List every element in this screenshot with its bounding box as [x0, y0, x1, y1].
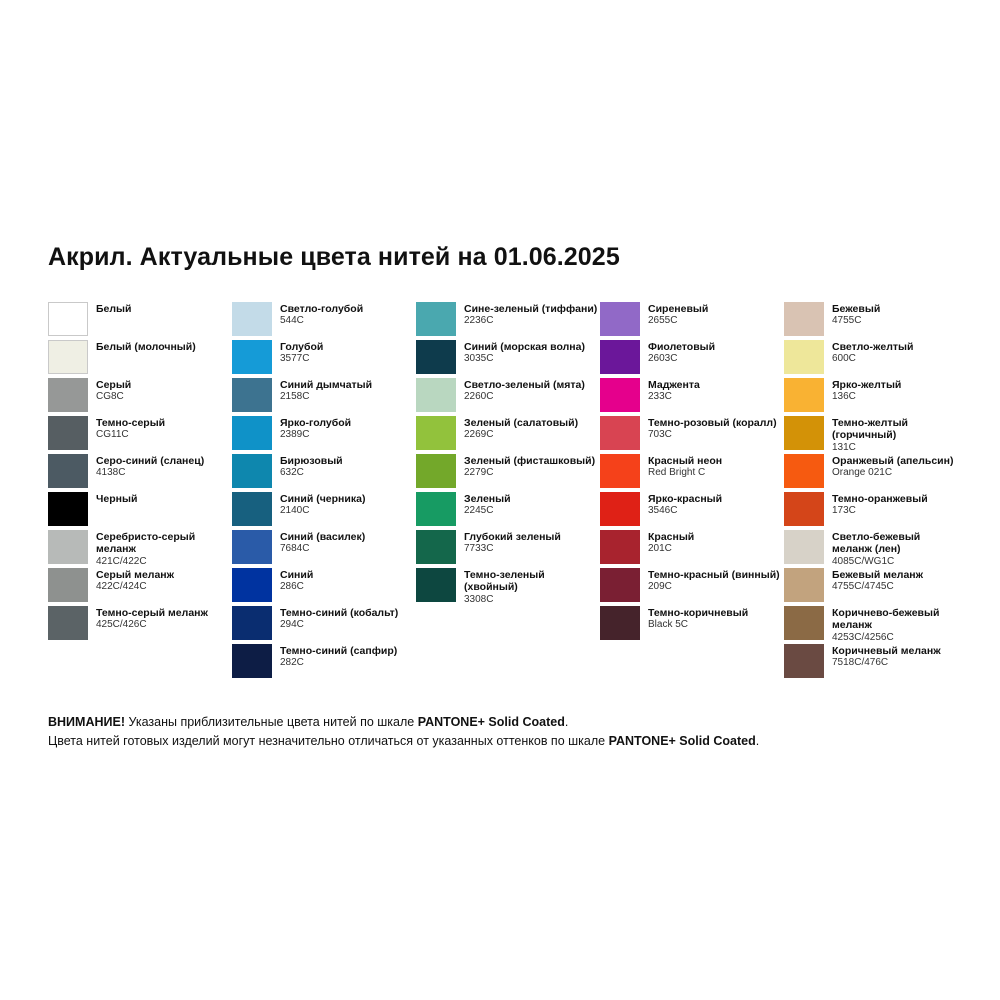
- color-labels: [832, 530, 962, 568]
- disclaimer-line-2: [48, 732, 759, 751]
- color-name: Темно-оранжевый: [832, 493, 928, 505]
- color-labels: [648, 568, 780, 593]
- color-swatch-row: [600, 454, 784, 492]
- color-swatch-row: [48, 568, 232, 606]
- color-name: Темно-красный (винный): [648, 569, 780, 581]
- color-labels: [464, 416, 578, 441]
- color-swatch-row: [784, 302, 968, 340]
- color-name: Коричневый меланж: [832, 645, 941, 657]
- color-code: 4138C: [96, 467, 126, 479]
- color-name: Ярко-голубой: [280, 417, 352, 429]
- color-chip: [784, 340, 824, 374]
- color-name: Темно-серый меланж: [96, 607, 208, 619]
- disclaimer-line-2-text: Цвета нитей готовых изделий могут незначительно отличаться от указанных оттенков по шкале: [48, 734, 609, 749]
- color-chip: [232, 644, 272, 678]
- color-swatch-row: [48, 606, 232, 644]
- color-chip: [784, 644, 824, 678]
- color-swatch-row: [600, 302, 784, 340]
- color-chip: [416, 340, 456, 374]
- color-name: Красный: [648, 531, 695, 543]
- color-code: 422C/424C: [96, 581, 147, 593]
- color-name: Серо-синий (сланец): [96, 455, 205, 467]
- color-code: 2269C: [464, 429, 494, 441]
- color-labels: [832, 340, 913, 365]
- color-name: Серебристо-серый меланж: [96, 531, 196, 556]
- color-labels: [832, 568, 923, 593]
- color-labels: [280, 302, 363, 327]
- color-chip: [600, 302, 640, 336]
- color-name: Темно-серый: [96, 417, 166, 429]
- color-swatch-row: [416, 378, 600, 416]
- color-code: 173C: [832, 505, 856, 517]
- color-chip: [48, 302, 88, 336]
- color-swatch-row: [600, 606, 784, 644]
- color-swatch-row: [48, 378, 232, 416]
- color-name: Светло-голубой: [280, 303, 364, 315]
- color-code: 294C: [280, 619, 304, 631]
- color-code: 3577C: [280, 353, 310, 365]
- swatch-column: [784, 302, 968, 682]
- color-chip: [232, 302, 272, 336]
- swatch-column: [416, 302, 600, 682]
- attention-label: ВНИМАНИЕ!: [48, 715, 125, 729]
- color-swatch-row: [232, 530, 416, 568]
- color-code: 136C: [832, 391, 856, 403]
- color-swatch-row: [600, 340, 784, 378]
- color-labels: [280, 568, 313, 593]
- color-labels: [96, 416, 165, 441]
- color-chip: [232, 454, 272, 488]
- color-code: 3308C: [464, 593, 494, 605]
- color-name: Синий: [280, 569, 314, 581]
- color-labels: [648, 606, 748, 631]
- color-labels: [832, 378, 901, 403]
- color-name: Серый меланж: [96, 569, 175, 581]
- color-labels: [648, 454, 722, 479]
- color-name: Зеленый: [464, 493, 511, 505]
- color-name: Синий (морская волна): [464, 341, 585, 353]
- color-swatch-row: [416, 416, 600, 454]
- color-name: Бежевый: [832, 303, 881, 315]
- color-chip: [232, 378, 272, 412]
- color-swatch-row: [600, 378, 784, 416]
- color-name: Темно-зеленый (хвойный): [464, 569, 545, 594]
- color-chip: [600, 606, 640, 640]
- color-swatch-row: [48, 492, 232, 530]
- color-code: 2655C: [648, 315, 678, 327]
- color-name: Красный неон: [648, 455, 723, 467]
- color-swatch-row: [48, 530, 232, 568]
- color-name: Белый (молочный): [96, 341, 196, 353]
- color-name: Зеленый (фисташковый): [464, 455, 596, 467]
- swatch-column: [232, 302, 416, 682]
- color-chip: [416, 302, 456, 336]
- color-labels: [832, 492, 928, 517]
- color-code: 425C/426C: [96, 619, 147, 631]
- color-name: Синий дымчатый: [280, 379, 373, 391]
- color-chip: [48, 568, 88, 602]
- color-name: Темно-синий (кобальт): [280, 607, 399, 619]
- color-code: 3035C: [464, 353, 494, 365]
- color-name: Сине-зеленый (тиффани): [464, 303, 598, 315]
- color-name: Голубой: [280, 341, 324, 353]
- color-name: Синий (василек): [280, 531, 366, 543]
- color-labels: [280, 378, 372, 403]
- page-title: Акрил. Актуальные цвета нитей на 01.06.2025: [48, 243, 620, 271]
- disclaimer-note: [48, 713, 759, 752]
- color-code: 632C: [280, 467, 304, 479]
- color-swatch-row: [784, 568, 968, 606]
- disclaimer-line-1-end: .: [564, 715, 569, 729]
- color-swatch-row: [416, 530, 600, 568]
- color-swatch-row: [232, 454, 416, 492]
- color-labels: [280, 606, 398, 631]
- color-swatch-row: [232, 302, 416, 340]
- color-code: 233C: [648, 391, 672, 403]
- color-name: Глубокий зеленый: [464, 531, 561, 543]
- color-swatch-row: [784, 492, 968, 530]
- swatch-columns: [48, 302, 968, 682]
- disclaimer-line-1-text: Указаны приблизительные цвета нитей по шкале: [125, 715, 418, 729]
- color-name: Бежевый меланж: [832, 569, 924, 581]
- color-code: 544C: [280, 315, 304, 327]
- color-swatch-row: [784, 416, 968, 454]
- color-code: 4085C/WG1C: [832, 555, 895, 567]
- color-code: Black 5C: [648, 619, 689, 631]
- color-swatch-row: [784, 340, 968, 378]
- color-code: 286C: [280, 581, 304, 593]
- color-name: Зеленый (салатовый): [464, 417, 579, 429]
- color-code: 7518C/476C: [832, 657, 889, 669]
- color-labels: [96, 454, 204, 479]
- color-labels: [280, 530, 365, 555]
- pantone-label-2: PANTONE+ Solid Coated: [608, 734, 756, 749]
- color-code: 3546C: [648, 505, 678, 517]
- color-chip: [48, 378, 88, 412]
- color-labels: [832, 302, 880, 327]
- color-labels: [832, 416, 962, 454]
- color-chip: [416, 492, 456, 526]
- color-code: 2260C: [464, 391, 494, 403]
- color-chip: [232, 530, 272, 564]
- color-labels: [464, 378, 585, 403]
- color-swatch-row: [232, 492, 416, 530]
- color-name: Светло-бежевый меланж (лен): [832, 531, 921, 556]
- color-swatch-row: [784, 454, 968, 492]
- color-chip: [48, 492, 88, 526]
- color-swatch-row: [232, 644, 416, 682]
- color-chip: [784, 454, 824, 488]
- color-name: Белый: [96, 303, 132, 315]
- color-swatch-row: [232, 378, 416, 416]
- color-name: Светло-зеленый (мята): [464, 379, 585, 391]
- color-name: Оранжевый (апельсин): [832, 455, 954, 467]
- color-code: 131C: [832, 441, 856, 453]
- color-chip: [600, 340, 640, 374]
- color-swatch-row: [784, 530, 968, 568]
- color-labels: [832, 644, 941, 669]
- pantone-label-1: PANTONE+ Solid Coated: [417, 715, 565, 729]
- color-code: 703C: [648, 429, 672, 441]
- color-code: 4253C/4256C: [832, 631, 894, 643]
- color-chip: [784, 606, 824, 640]
- color-code: 2158C: [280, 391, 310, 403]
- color-swatch-row: [600, 568, 784, 606]
- color-chip: [784, 530, 824, 564]
- color-swatch-row: [48, 416, 232, 454]
- color-labels: [832, 454, 953, 479]
- color-chip: [784, 302, 824, 336]
- color-name: Светло-желтый: [832, 341, 914, 353]
- color-chip: [784, 568, 824, 602]
- color-swatch-row: [784, 606, 968, 644]
- color-code: 201C: [648, 543, 672, 555]
- color-chip: [232, 492, 272, 526]
- color-chip: [416, 378, 456, 412]
- color-name: Сиреневый: [648, 303, 709, 315]
- color-name: Бирюзовый: [280, 455, 343, 467]
- color-chip: [600, 568, 640, 602]
- color-labels: [832, 606, 962, 644]
- color-swatch-row: [784, 378, 968, 416]
- color-chip: [48, 530, 88, 564]
- color-name: Темно-синий (сапфир): [280, 645, 398, 657]
- color-chip: [784, 416, 824, 450]
- color-code: 2603C: [648, 353, 678, 365]
- color-code: CG8C: [96, 391, 124, 403]
- color-labels: [96, 568, 174, 593]
- color-code: 4755C: [832, 315, 862, 327]
- color-code: CG11C: [96, 429, 129, 441]
- color-labels: [648, 530, 694, 555]
- color-labels: [280, 454, 343, 479]
- color-swatch-row: [416, 340, 600, 378]
- color-swatch-row: [232, 606, 416, 644]
- disclaimer-line-1: [48, 713, 759, 732]
- color-labels: [648, 416, 777, 441]
- color-name: Синий (черника): [280, 493, 366, 505]
- color-chip: [48, 416, 88, 450]
- color-chip: [416, 416, 456, 450]
- color-swatch-row: [48, 454, 232, 492]
- color-code: 2245C: [464, 505, 494, 517]
- color-labels: [96, 492, 137, 505]
- color-swatch-row: [416, 454, 600, 492]
- color-name: Коричнево-бежевый меланж: [832, 607, 940, 632]
- swatch-column: [600, 302, 784, 682]
- color-labels: [464, 568, 594, 606]
- color-name: Ярко-желтый: [832, 379, 902, 391]
- color-labels: [648, 378, 700, 403]
- color-chip: [416, 530, 456, 564]
- color-swatch-row: [232, 568, 416, 606]
- color-chip: [784, 492, 824, 526]
- color-code: 7684C: [280, 543, 310, 555]
- color-name: Маджента: [648, 379, 700, 391]
- disclaimer-line-2-end: .: [755, 734, 760, 749]
- color-code: 4755C/4745C: [832, 581, 894, 593]
- color-code: 7733C: [464, 543, 494, 555]
- color-code: 421C/422C: [96, 555, 147, 567]
- color-swatch-row: [48, 340, 232, 378]
- color-swatch-row: [416, 568, 600, 606]
- color-labels: [464, 340, 585, 365]
- color-chip: [600, 492, 640, 526]
- color-labels: [96, 302, 131, 315]
- color-code: Orange 021C: [832, 467, 893, 479]
- color-swatch-row: [784, 644, 968, 682]
- color-chip: [48, 454, 88, 488]
- color-code: 2389C: [280, 429, 310, 441]
- color-labels: [96, 606, 208, 631]
- color-code: 2140C: [280, 505, 310, 517]
- color-labels: [464, 302, 597, 327]
- color-code: 2279C: [464, 467, 494, 479]
- color-chip: [600, 378, 640, 412]
- color-code: Red Bright C: [648, 467, 706, 479]
- color-labels: [96, 378, 131, 403]
- color-labels: [280, 340, 323, 365]
- color-labels: [648, 340, 715, 365]
- color-chip: [48, 340, 88, 374]
- color-chip: [784, 378, 824, 412]
- color-code: 209C: [648, 581, 672, 593]
- color-code: 2236C: [464, 315, 494, 327]
- color-name: Черный: [96, 493, 138, 505]
- color-swatch-row: [232, 340, 416, 378]
- color-name: Темно-желтый (горчичный): [832, 417, 908, 442]
- color-labels: [280, 416, 351, 441]
- color-swatch-row: [600, 530, 784, 568]
- color-swatch-row: [600, 492, 784, 530]
- color-chip: [232, 416, 272, 450]
- color-labels: [464, 530, 561, 555]
- color-swatch-row: [416, 302, 600, 340]
- color-code: 282C: [280, 657, 304, 669]
- color-chip: [416, 568, 456, 602]
- color-chip: [232, 568, 272, 602]
- color-chip: [600, 454, 640, 488]
- color-name: Ярко-красный: [648, 493, 723, 505]
- color-name: Темно-коричневый: [648, 607, 749, 619]
- color-swatch-row: [600, 416, 784, 454]
- color-labels: [96, 530, 226, 568]
- swatch-column: [48, 302, 232, 682]
- color-labels: [280, 492, 365, 517]
- color-code: 600C: [832, 353, 856, 365]
- color-chip: [416, 454, 456, 488]
- color-swatch-row: [48, 302, 232, 340]
- color-name: Темно-розовый (коралл): [648, 417, 777, 429]
- color-chip: [232, 340, 272, 374]
- color-chip: [600, 416, 640, 450]
- color-chip: [600, 530, 640, 564]
- color-labels: [648, 492, 722, 517]
- color-labels: [280, 644, 397, 669]
- color-name: Фиолетовый: [648, 341, 716, 353]
- color-labels: [648, 302, 708, 327]
- color-labels: [464, 492, 511, 517]
- color-chip: [232, 606, 272, 640]
- color-name: Серый: [96, 379, 132, 391]
- color-chip: [48, 606, 88, 640]
- color-swatch-row: [416, 492, 600, 530]
- color-labels: [464, 454, 595, 479]
- color-swatch-row: [232, 416, 416, 454]
- color-labels: [96, 340, 196, 353]
